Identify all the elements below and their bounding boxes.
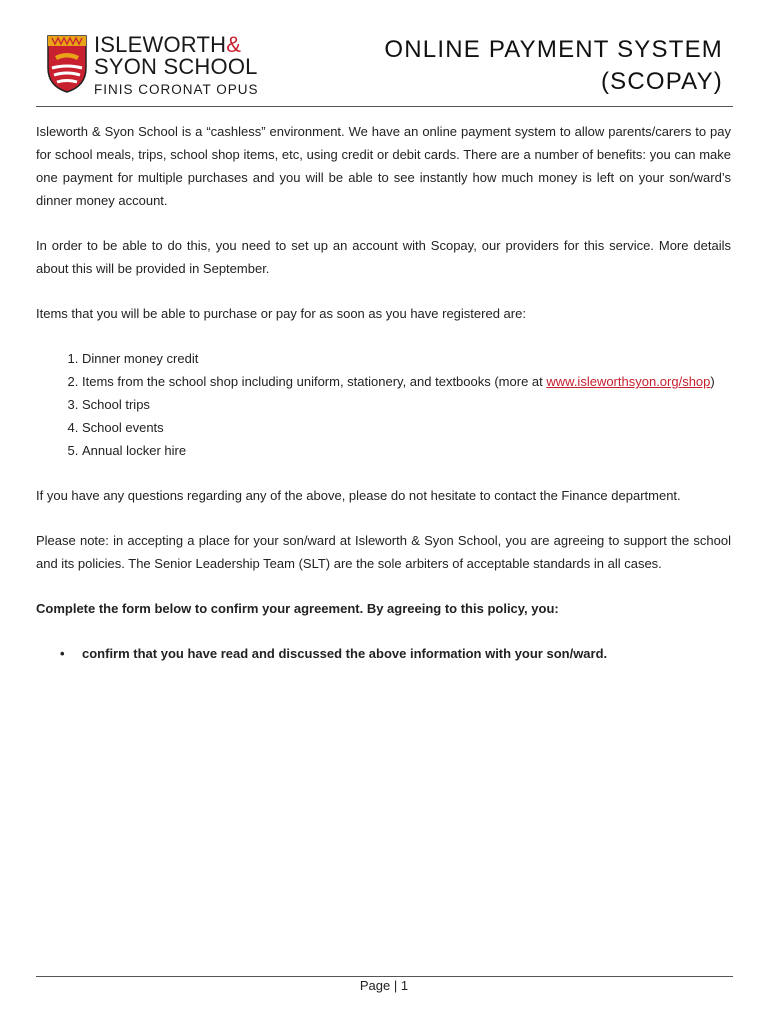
purchase-items-list — [36, 347, 731, 462]
document-title — [384, 34, 723, 98]
school-shop-link[interactable]: www.isleworthsyon.org/shop — [546, 374, 711, 389]
brand-ampersand: & — [226, 32, 242, 57]
intro-paragraph: Isleworth & Syon School is a “cashless” environment. We have an online payment system to allow parents/carers to pay for school meals, trips, school shop items, etc, using credit or debit cards. There are a number of benefits: you can make one payment for multiple purchases and you will be able to see instantly how much money is left on your son/ward’s dinner money account. — [36, 124, 731, 208]
footer-divider — [36, 976, 733, 977]
policy-note-paragraph: Please note: in accepting a place for your son/ward at Isleworth & Syon School, you are agreeing to support the school and its policies. The Senior Leadership Team (SLT) are the sole arbiters of acceptable standards in all cases. — [36, 533, 731, 571]
account-paragraph: In order to be able to do this, you need to set up an account with Scopay, our providers for this service. More details about this will be provided in September. — [36, 238, 731, 276]
title-line-2: (SCOPAY) — [600, 68, 723, 95]
form-instruction: Complete the form below to confirm your agreement. By agreeing to this policy, you: — [36, 601, 559, 616]
school-crest-icon — [46, 34, 88, 94]
list-item: 1. Dinner money credit — [82, 347, 731, 370]
brand-line-1: ISLEWORTH& — [94, 32, 242, 57]
items-intro-paragraph: Items that you will be able to purchase or pay for as soon as you have registered are: — [36, 306, 526, 321]
page-number: Page | 1 — [359, 978, 409, 993]
questions-paragraph: If you have any questions regarding any of the above, please do not hesitate to contact the Finance department. — [36, 488, 681, 503]
list-item: 5. Annual locker hire — [82, 439, 731, 462]
school-motto: FINIS CORONAT OPUS — [94, 82, 259, 97]
list-item: 4. School events — [82, 416, 731, 439]
header-divider — [36, 106, 733, 107]
list-item: 3. School trips — [82, 393, 731, 416]
school-logo-text — [94, 34, 259, 97]
bullet-icon: • — [60, 646, 65, 661]
brand-line-2: SYON SCHOOL — [94, 54, 258, 79]
title-line-1: ONLINE PAYMENT SYSTEM — [384, 36, 723, 63]
agreement-list — [36, 642, 731, 665]
agreement-item: • confirm that you have read and discussed the above information with your son/ward. — [82, 642, 731, 665]
document-body — [36, 120, 731, 665]
list-item: 2. Items from the school shop including uniform, stationery, and textbooks (more at www.isleworthsyon.org/shop) — [82, 370, 731, 393]
page-header — [36, 28, 733, 108]
